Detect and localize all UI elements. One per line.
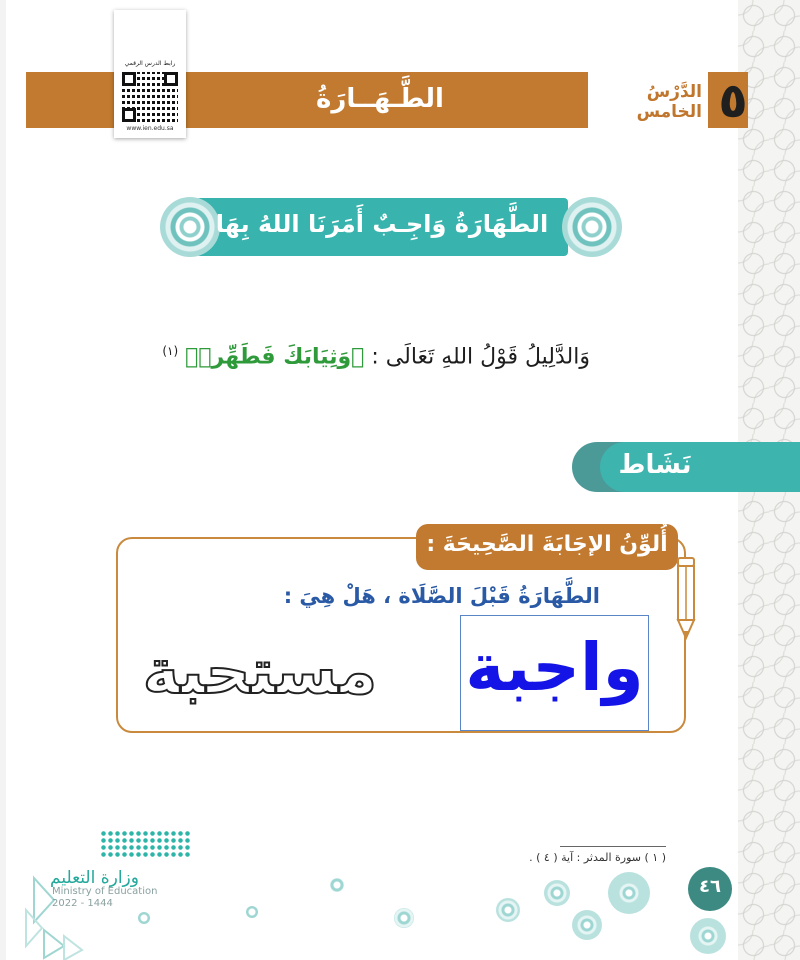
rosette-icon xyxy=(608,872,650,914)
footnote-ref: (١) xyxy=(162,344,179,358)
ministry-logo-dots xyxy=(100,830,192,858)
rosette-icon xyxy=(690,918,726,954)
qr-finder-icon xyxy=(164,72,178,86)
ministry-name-ar: وزارة التعليم xyxy=(50,868,139,888)
rosette-icon xyxy=(246,906,258,918)
rosette-icon xyxy=(496,898,520,922)
quran-verse: ﴿وَثِيَابَكَ فَطَهِّرۡ﴾ xyxy=(185,344,365,370)
lesson-label: الدَّرْسُ الخامس xyxy=(636,82,702,122)
rosette-icon xyxy=(572,910,602,940)
lesson-number: ٥ xyxy=(718,73,748,129)
ministry-year: 2022 - 1444 xyxy=(52,898,113,909)
rosette-icon xyxy=(544,880,570,906)
page-edge xyxy=(0,0,6,960)
rosette-icon xyxy=(330,878,344,892)
rosette-icon xyxy=(394,908,414,928)
evidence-intro: وَالدَّلِيلُ قَوْلُ اللهِ تَعَالَى : xyxy=(371,344,590,370)
question-text: الطَّهَارَةُ قَبْلَ الصَّلَاة ، هَلْ هِيَ : xyxy=(283,584,600,608)
activity-heading: نَشَاط xyxy=(618,450,692,480)
instruction-text: أُلوِّنُ الإجَابَةَ الصَّحِيحَةَ : xyxy=(426,532,668,557)
answer-option-obligatory[interactable]: واجبة xyxy=(465,629,644,706)
qr-finder-icon xyxy=(122,108,136,122)
footnote-divider xyxy=(560,846,666,847)
qr-finder-icon xyxy=(122,72,136,86)
evidence-line xyxy=(160,344,590,369)
page-number: ٤٦ xyxy=(699,876,721,897)
ministry-name-en: Ministry of Education xyxy=(52,886,158,897)
qr-label: رابط الدرس الرقمي xyxy=(124,60,176,67)
pencil-icon xyxy=(674,556,698,642)
footnote: ( ١ ) سورة المدثر : آية ( ٤ ) . xyxy=(529,851,666,864)
rosette-icon xyxy=(138,912,150,924)
lesson-title: الطَّـهَــارَةُ xyxy=(316,84,444,114)
answer-option-recommended[interactable]: مستحبة xyxy=(142,635,378,708)
statement-text: الطَّهَارَةُ وَاجِـبٌ أَمَرَنَا اللهُ بِهَا xyxy=(215,210,549,238)
qr-url[interactable]: www.ien.edu.sa xyxy=(126,125,174,132)
rosette-icon xyxy=(562,197,622,257)
